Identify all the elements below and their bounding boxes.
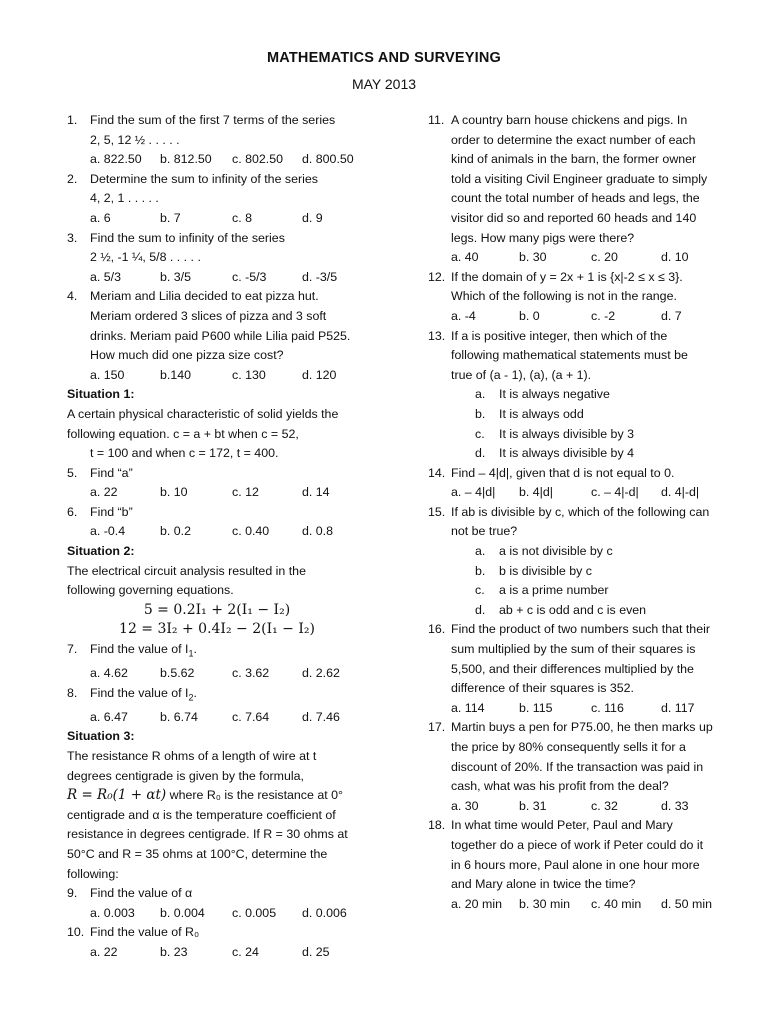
text-line	[67, 503, 367, 523]
option-item	[428, 562, 738, 582]
option-item	[428, 601, 738, 621]
answer-choice: c. -5/3	[232, 269, 267, 284]
answer-choice: b. 4|d|	[519, 485, 553, 500]
answer-choice: d. 50 min	[661, 896, 712, 911]
answer-choice: b.5.62	[160, 666, 195, 681]
equation-1: 5 = 0.2I₁ + 2(I₁ − I₂)	[143, 601, 291, 618]
answer-choice: b. 0.2	[160, 524, 192, 539]
answer-choice: a. 5/3	[90, 269, 122, 284]
text-line: Meriam ordered 3 slices of pizza and 3 soft	[90, 308, 327, 323]
text-line: following mathematical statements must be	[451, 348, 688, 363]
question-9	[67, 884, 367, 923]
equation-2: 12 = 3I₂ + 0.4I₂ − 2(I₁ − I₂)	[119, 621, 315, 638]
option-letter: b.	[475, 563, 486, 578]
option-item	[428, 385, 738, 405]
option-letter: c.	[475, 583, 485, 598]
text-line: told a visiting Civil Engineer graduate to simply	[451, 171, 708, 186]
answer-choice: c. 0.005	[232, 905, 277, 920]
text-line: If ab is divisible by c, which of the following can	[451, 504, 710, 519]
text-line: in 6 hours more, Paul alone in one hour more	[451, 857, 700, 872]
answer-choice: d. 25	[302, 944, 330, 959]
option-letter: d.	[475, 446, 486, 461]
answer-choice: b. 30 min	[519, 896, 570, 911]
situation-title: Situation 2:	[67, 544, 135, 559]
answer-choice: c. 3.62	[232, 666, 270, 681]
text-line: 2 ½, -1 ¼, 5/8 . . . . .	[90, 250, 201, 265]
text-line: Find the value of I	[90, 642, 189, 657]
situation-2	[67, 542, 367, 640]
answer-choice: a. 4.62	[90, 666, 128, 681]
answer-choice: d. 7.46	[302, 709, 340, 724]
text-line: A country barn house chickens and pigs. In	[451, 113, 688, 127]
text-line: centigrade and α is the temperature coefficient of	[67, 807, 336, 822]
answer-choice: c. 130	[232, 367, 266, 382]
text-line: Find the value of α	[90, 886, 193, 901]
answer-choice: d. 4|-d|	[661, 485, 700, 500]
text-line: Determine the sum to infinity of the series	[90, 171, 318, 186]
option-letter: a.	[475, 387, 486, 402]
text-line: following equation. c = a + bt when c = 52,	[67, 426, 299, 441]
situation-3	[67, 727, 367, 884]
option-item	[428, 581, 738, 601]
option-item	[428, 405, 738, 425]
text-line: A certain physical characteristic of solid yields the	[67, 406, 339, 421]
text-line: It is always negative	[499, 387, 610, 402]
text-line	[67, 786, 367, 806]
answer-choices	[428, 307, 738, 327]
option-letter: c.	[475, 426, 485, 441]
text-line: resistance in degrees centigrade. If R = 30 ohms at	[67, 827, 348, 842]
text-line: Find – 4|d|, given that d is not equal to 0.	[451, 465, 675, 480]
answer-choice: d. 800.50	[302, 152, 354, 167]
answer-choice: b.140	[160, 367, 192, 382]
answer-choice: a. -4	[451, 308, 476, 323]
answer-choices	[67, 209, 367, 229]
text-line	[428, 816, 738, 836]
question-number: 10.	[67, 925, 85, 940]
answer-choice: c. 802.50	[232, 152, 283, 167]
text-line: a is a prime number	[499, 583, 609, 598]
question-18	[428, 816, 738, 914]
answer-choice: c. 8	[232, 210, 252, 225]
text-line: difference of their squares is 352.	[451, 681, 634, 696]
question-number: 12.	[428, 269, 446, 284]
text-line: If a is positive integer, then which of the	[451, 328, 668, 343]
text-line: 4, 2, 1 . . . . .	[90, 191, 159, 206]
question-number: 7.	[67, 642, 78, 657]
text-line: where R₀ is the resistance at 0°	[166, 788, 343, 803]
answer-choices	[428, 895, 738, 915]
text-line: b is divisible by c	[499, 563, 592, 578]
answer-choice: d. 120	[302, 367, 337, 382]
text-line: count the total number of heads and legs, the	[451, 191, 700, 206]
question-number: 5.	[67, 465, 78, 480]
answer-choice: d. 7	[661, 308, 682, 323]
answer-choice: d. 0.006	[302, 905, 347, 920]
text-line: Meriam and Lilia decided to eat pizza hut.	[90, 289, 319, 304]
answer-choice: a. 6	[90, 210, 111, 225]
option-letter: b.	[475, 406, 486, 421]
text-line: It is always divisible by 4	[499, 446, 634, 461]
answer-choice: a. 6.47	[90, 709, 128, 724]
answer-choice: c. 7.64	[232, 709, 270, 724]
question-number: 8.	[67, 685, 78, 700]
text-line: following:	[67, 866, 119, 881]
question-5	[67, 464, 367, 503]
answer-choice: a. -0.4	[90, 524, 126, 539]
question-8	[67, 684, 367, 728]
question-number: 3.	[67, 230, 78, 245]
answer-choice: c. 0.40	[232, 524, 270, 539]
question-7	[67, 640, 367, 684]
text-line: Find the sum of the first 7 terms of the series	[90, 113, 336, 127]
text-line	[67, 287, 367, 307]
answer-choice: a. 40	[451, 250, 479, 265]
answer-choice: a. 30	[451, 798, 479, 813]
situation-title: Situation 1:	[67, 387, 135, 402]
text-line: ab + c is odd and c is even	[499, 602, 647, 617]
question-6	[67, 503, 367, 542]
answer-choice: b. 10	[160, 485, 188, 500]
answer-choice: b. 0.004	[160, 905, 205, 920]
text-line: 2, 5, 12 ½ . . . . .	[90, 132, 180, 147]
document-title: MATHEMATICS AND SURVEYING	[266, 50, 502, 66]
text-line	[428, 503, 738, 523]
resistance-formula: R = R₀(1 + αt)	[67, 787, 167, 804]
text-line: Find the value of I	[90, 685, 189, 700]
option-letter: d.	[475, 602, 486, 617]
text-line: Martin buys a pen for P75.00, he then marks up	[451, 720, 713, 735]
text-line: kind of animals in the barn, the former owner	[451, 152, 697, 167]
answer-choice: c. – 4|-d|	[591, 485, 639, 500]
answer-choice: b. 6.74	[160, 709, 198, 724]
question-4	[67, 287, 367, 385]
text-line: Find the product of two numbers such that their	[451, 622, 710, 637]
text-line: drinks. Meriam paid P600 while Lilia paid P525.	[90, 328, 351, 343]
option-item	[428, 444, 738, 464]
answer-choice: d. 0.8	[302, 524, 334, 539]
question-2	[67, 170, 367, 229]
text-line: and Mary alone in twice the time?	[451, 877, 636, 892]
answer-choices	[67, 522, 367, 542]
text-line: visitor did so and reported 60 heads and 140	[451, 210, 697, 225]
question-11	[428, 111, 738, 268]
text-line	[428, 327, 738, 347]
question-number: 1.	[67, 113, 78, 127]
answer-choice: a. 22	[90, 944, 118, 959]
text-line: In what time would Peter, Paul and Mary	[451, 818, 673, 833]
answer-choices	[67, 708, 367, 728]
left-column	[67, 111, 367, 962]
answer-choice: b. 115	[519, 700, 553, 715]
text-line: order to determine the exact number of each	[451, 132, 696, 147]
answer-choice: a. 150	[90, 367, 125, 382]
text-line: Find the sum to infinity of the series	[90, 230, 285, 245]
question-number: 16.	[428, 622, 446, 637]
text-line: .	[193, 685, 197, 700]
text-line: How much did one pizza size cost?	[90, 348, 284, 363]
text-line	[67, 923, 367, 943]
text-line: It is always divisible by 3	[499, 426, 634, 441]
answer-choice: b. 3/5	[160, 269, 192, 284]
answer-choices	[428, 797, 738, 817]
text-line	[67, 111, 367, 131]
text-line	[67, 640, 367, 664]
answer-choice: d. 33	[661, 798, 689, 813]
question-number: 4.	[67, 289, 78, 304]
subscript: 2	[188, 692, 194, 703]
text-line: The resistance R ohms of a length of wire at t	[67, 748, 317, 763]
question-1	[67, 111, 367, 170]
question-number: 2.	[67, 171, 78, 186]
answer-choice: a. – 4|d|	[451, 485, 496, 500]
text-line: The electrical circuit analysis resulted in the	[67, 563, 306, 578]
answer-choice: d. 14	[302, 485, 330, 500]
text-line: 5,500, and their differences multiplied by the	[451, 661, 694, 676]
text-line: true of (a - 1), (a), (a + 1).	[451, 367, 592, 382]
question-number: 6.	[67, 504, 78, 519]
text-line: If the domain of y = 2x + 1 is {x|-2 ≤ x ≤ 3}.	[451, 269, 683, 284]
text-line: Which of the following is not in the range.	[451, 289, 677, 304]
text-line	[67, 170, 367, 190]
answer-choice: c. 116	[591, 700, 624, 715]
answer-choices	[67, 483, 367, 503]
answer-choice: c. 40 min	[591, 896, 642, 911]
option-item	[428, 542, 738, 562]
text-line: It is always odd	[499, 406, 584, 421]
text-line	[67, 684, 367, 708]
text-line: Find the value of R₀	[90, 925, 200, 940]
answer-choices	[428, 483, 738, 503]
question-13	[428, 327, 738, 464]
text-line	[428, 718, 738, 738]
text-line: not be true?	[451, 524, 518, 539]
text-line: .	[193, 642, 197, 657]
answer-choice: b. 812.50	[160, 152, 212, 167]
text-line	[67, 229, 367, 249]
answer-choices	[67, 366, 367, 386]
question-number: 11.	[428, 113, 445, 127]
answer-choice: a. 822.50	[90, 152, 142, 167]
text-line: the price by 80% consequently sells it for a	[451, 740, 686, 754]
answer-choice: a. 22	[90, 485, 118, 500]
answer-choice: d. 9	[302, 210, 323, 225]
option-letter: a.	[475, 544, 486, 559]
question-15	[428, 503, 738, 621]
answer-choice: c. -2	[591, 308, 616, 323]
text-line: Find “a”	[90, 465, 133, 480]
text-line	[67, 464, 367, 484]
text-line: Find “b”	[90, 504, 133, 519]
answer-choice: b. 30	[519, 250, 547, 265]
question-17	[428, 718, 738, 816]
text-line	[428, 111, 738, 131]
answer-choices	[428, 248, 738, 268]
answer-choice: a. 114	[451, 700, 485, 715]
question-number: 14.	[428, 465, 446, 480]
answer-choice: d. -3/5	[302, 269, 338, 284]
subscript: 1	[188, 648, 194, 659]
text-line: a is not divisible by c	[499, 544, 613, 559]
question-12	[428, 268, 738, 327]
question-16	[428, 620, 738, 718]
answer-choice: a. 0.003	[90, 905, 135, 920]
answer-choice: c. 24	[232, 944, 259, 959]
text-line: 50°C and R = 35 ohms at 100°C, determine the	[67, 846, 328, 861]
answer-choice: c. 20	[591, 250, 618, 265]
question-number: 18.	[428, 818, 446, 833]
text-line: degrees centigrade is given by the formula,	[67, 768, 304, 783]
document-subtitle: MAY 2013	[351, 76, 417, 92]
answer-choice: b. 31	[519, 798, 547, 813]
question-number: 15.	[428, 504, 446, 519]
answer-choices	[67, 268, 367, 288]
situation-1	[67, 385, 367, 463]
right-column	[428, 111, 738, 914]
option-item	[428, 425, 738, 445]
answer-choices	[67, 664, 367, 684]
answer-choice: c. 12	[232, 485, 259, 500]
text-line	[428, 464, 738, 484]
answer-choice: d. 117	[661, 700, 695, 715]
text-line: discount of 20%. If the transaction was paid in	[451, 759, 704, 774]
answer-choice: d. 2.62	[302, 666, 340, 681]
text-line	[67, 884, 367, 904]
text-line: following governing equations.	[67, 583, 234, 598]
question-14	[428, 464, 738, 503]
question-10	[67, 923, 367, 962]
answer-choice: b. 0	[519, 308, 540, 323]
text-line: t = 100 and when c = 172, t = 400.	[90, 446, 279, 461]
situation-title: Situation 3:	[67, 729, 135, 744]
answer-choice: c. 32	[591, 798, 618, 813]
question-number: 9.	[67, 886, 78, 901]
text-line: cash, what was his profit from the deal?	[451, 779, 669, 794]
answer-choice: b. 7	[160, 210, 181, 225]
answer-choices	[67, 904, 367, 924]
question-number: 17.	[428, 720, 446, 735]
question-number: 13.	[428, 328, 446, 343]
question-3	[67, 229, 367, 288]
answer-choices	[67, 150, 367, 170]
text-line: legs. How many pigs were there?	[451, 230, 635, 245]
answer-choice: a. 20 min	[451, 896, 502, 911]
answer-choices	[67, 943, 367, 963]
text-line	[428, 268, 738, 288]
answer-choices	[428, 699, 738, 719]
answer-choice: b. 23	[160, 944, 188, 959]
text-line	[428, 620, 738, 640]
answer-choice: d. 10	[661, 250, 689, 265]
text-line: together do a piece of work if Peter could do it	[451, 837, 704, 852]
text-line: sum multiplied by the sum of their squares is	[451, 642, 696, 657]
